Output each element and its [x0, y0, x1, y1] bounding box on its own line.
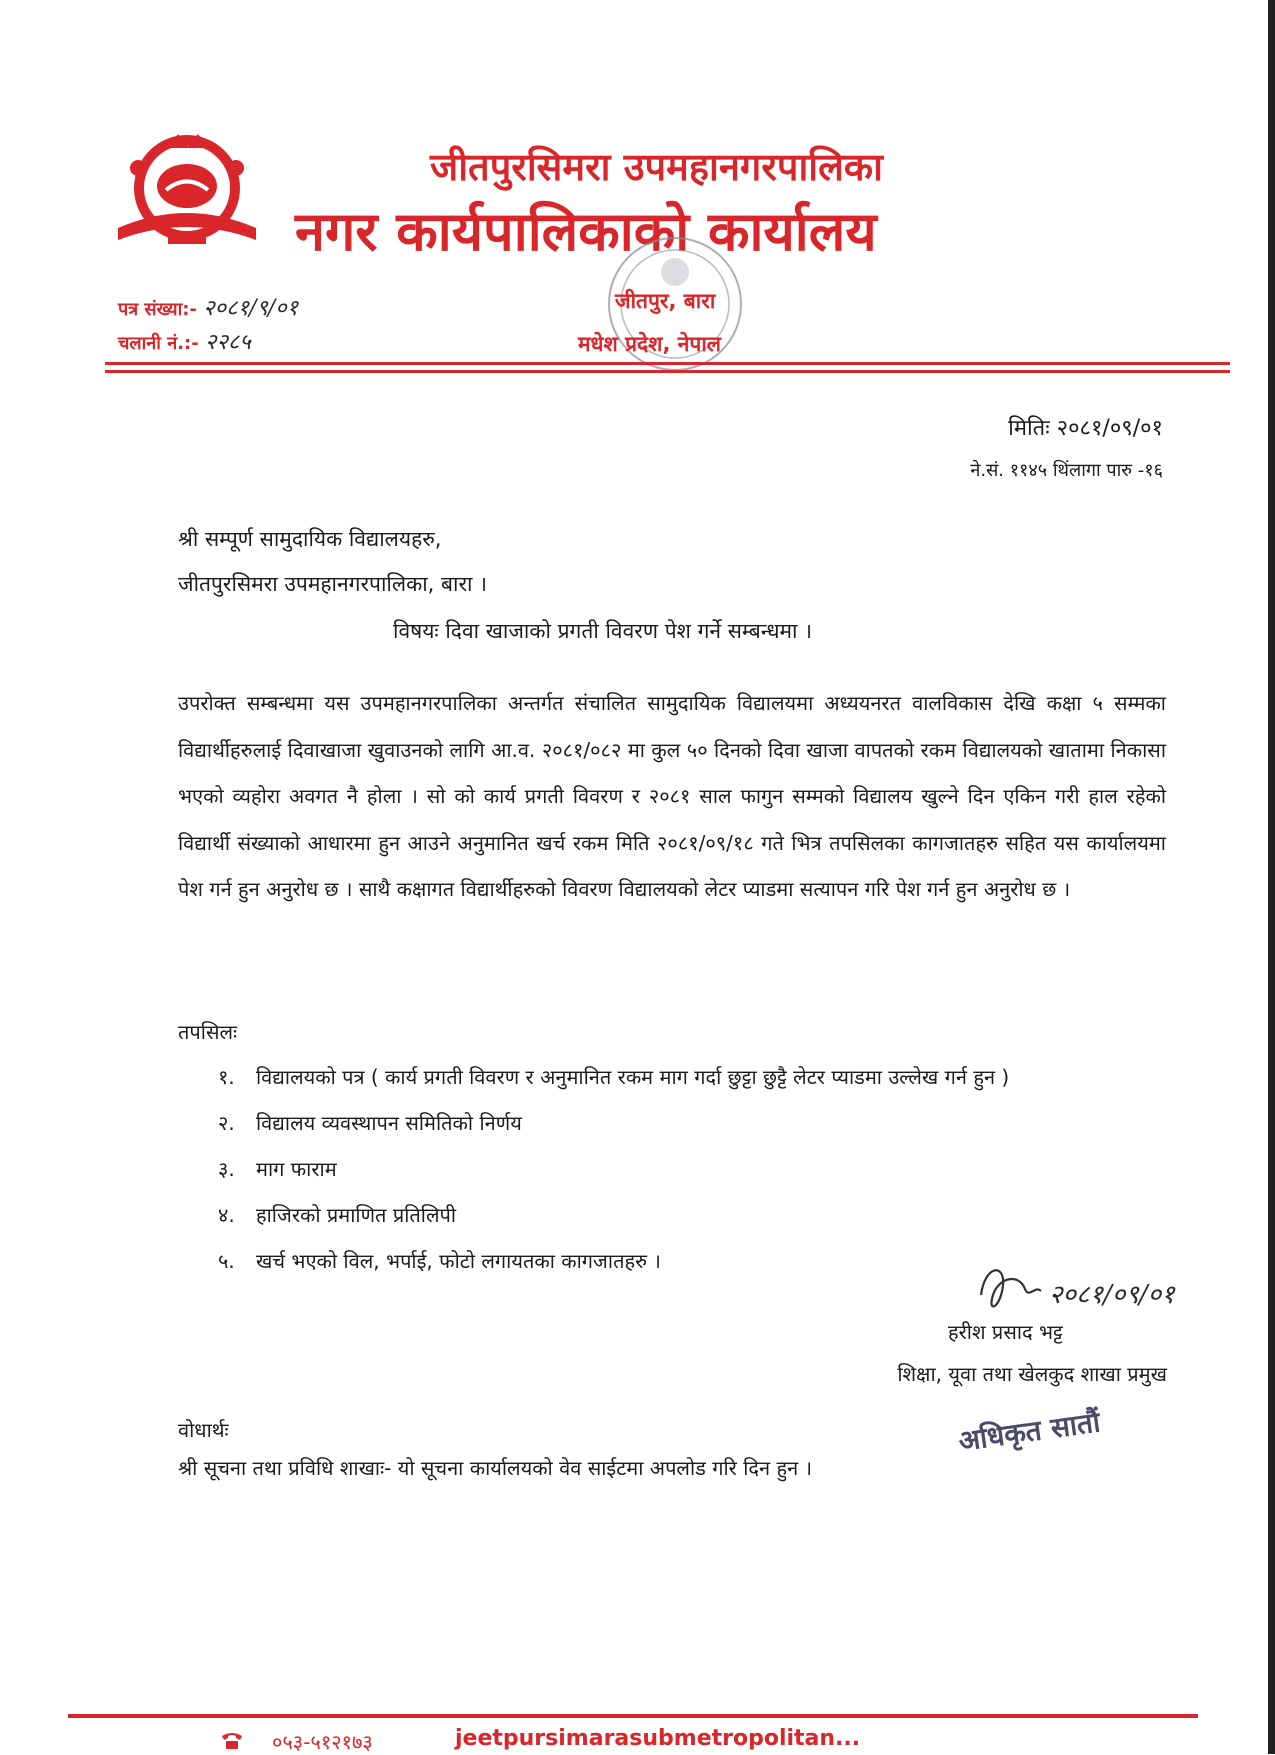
annex-label: तपसिलः	[178, 1020, 238, 1044]
dispatch-number-label: चलानी नं.:-	[118, 333, 199, 354]
seal-text-location: जीतपुर, बारा	[615, 289, 716, 313]
list-item	[178, 1055, 1168, 1099]
list-item-text: विद्यालय व्यवस्थापन समितिको निर्णय	[256, 1111, 522, 1135]
nepal-emblem-icon	[108, 128, 266, 256]
municipality-title: जीतपुरसिमरा उपमहानगरपालिका	[430, 145, 883, 189]
office-title: नगर कार्यपालिकाको कार्यालय	[295, 200, 877, 263]
footer-phone: ०५३-५१२१७३	[272, 1730, 373, 1754]
footer-website: jeetpursimarasubmetropolitan...	[455, 1726, 861, 1751]
list-item	[178, 1193, 1168, 1237]
phone-icon	[220, 1730, 244, 1750]
recipient-line-2: जीतपुरसिमरा उपमहानगरपालिका, बारा ।	[178, 572, 488, 596]
dispatch-number-value: २२८५	[205, 330, 251, 355]
list-item-number: ४.	[218, 1203, 235, 1227]
header-rule-bottom	[105, 370, 1230, 373]
seal-text-province: मधेश प्रदेश, नेपाल	[578, 332, 721, 356]
list-item-text: विद्यालयको पत्र ( कार्य प्रगती विवरण र अनुमानित रकम माग गर्दा छुट्टा छुट्टै लेटर प्याडमा उल्लेख गर्न हुन )	[256, 1065, 1010, 1089]
list-item-number: २.	[218, 1111, 235, 1135]
recipient-line-1: श्री सम्पूर्ण सामुदायिक विद्यालयहरु,	[178, 527, 442, 551]
header-rule-top	[105, 362, 1230, 365]
letter-number	[118, 292, 298, 322]
letter-body: उपरोक्त सम्बन्धमा यस उपमहानगरपालिका अन्तर्गत संचालित सामुदायिक विद्यालयमा अध्ययनरत वालविकास देखि कक्षा ५ सम्मका विद्यार्थीहरुलाई दिवाखाजा खुवाउनको लागि आ.व. २०८१/०८२ मा कुल ५० दिनको दिवा खाजा वापतको रकम विद्यालयको खातामा निकासा भएको व्यहोरा अवगत नै होला । सो को कार्य प्रगती विवरण र २०८१ साल फागुन सम्मको विद्यालय खुल्ने दिन एकिन गरी हाल रहेको विद्यार्थी संख्याको आधारमा हुन आउने अनुमानित खर्च रकम मिति २०८१/०९/१८ गते भित्र तपसिलका कागजातहरु सहित यस कार्यालयमा पेश गर्न हुन अनुरोध छ । साथै कक्षागत विद्यार्थीहरुको विवरण विद्यालयको लेटर प्याडमा सत्यापन गरि पेश गर्न हुन अनुरोध छ ।	[178, 691, 1166, 901]
list-item-text: खर्च भएको विल, भर्पाई, फोटो लगायतका कागजातहरु ।	[256, 1249, 661, 1273]
list-item-text: माग फाराम	[256, 1157, 337, 1181]
list-item	[178, 1147, 1168, 1191]
signatory-name: हरीश प्रसाद भट्ट	[948, 1320, 1063, 1344]
office-seal-icon	[560, 232, 790, 402]
dispatch-number	[118, 326, 251, 356]
nepal-sambat-date: ने.सं. ११४५ थिंलागा पारु -१६	[970, 460, 1163, 481]
letter-number-label: पत्र संख्या:-	[118, 299, 197, 320]
list-item-number: ५.	[218, 1249, 235, 1273]
officer-stamp: अधिकृत सातौं	[956, 1405, 1103, 1458]
list-item	[178, 1101, 1168, 1145]
info-label: वोधार्थः	[178, 1418, 229, 1442]
list-item-text: हाजिरको प्रमाणित प्रतिलिपी	[256, 1203, 457, 1227]
list-item-number: १.	[218, 1065, 235, 1089]
signature-date: २०८१/०९/०१	[1049, 1280, 1175, 1310]
handwritten-signature	[975, 1255, 1185, 1325]
list-item-number: ३.	[218, 1157, 235, 1181]
annex-list	[178, 1055, 1168, 1285]
footer-rule	[68, 1714, 1198, 1718]
letter-number-value: २०८१/९/०१	[203, 296, 299, 321]
letter-subject: विषयः दिवा खाजाको प्रगती विवरण पेश गर्ने सम्बन्धमा ।	[393, 619, 813, 643]
signatory-role: शिक्षा, यूवा तथा खेलकुद शाखा प्रमुख	[897, 1362, 1167, 1386]
letter-date: मितिः २०८१/०९/०१	[1008, 416, 1163, 441]
scan-edge	[1268, 0, 1275, 1754]
info-line: श्री सूचना तथा प्रविधि शाखाः- यो सूचना कार्यालयको वेव साईटमा अपलोड गरि दिन हुन ।	[178, 1456, 813, 1480]
